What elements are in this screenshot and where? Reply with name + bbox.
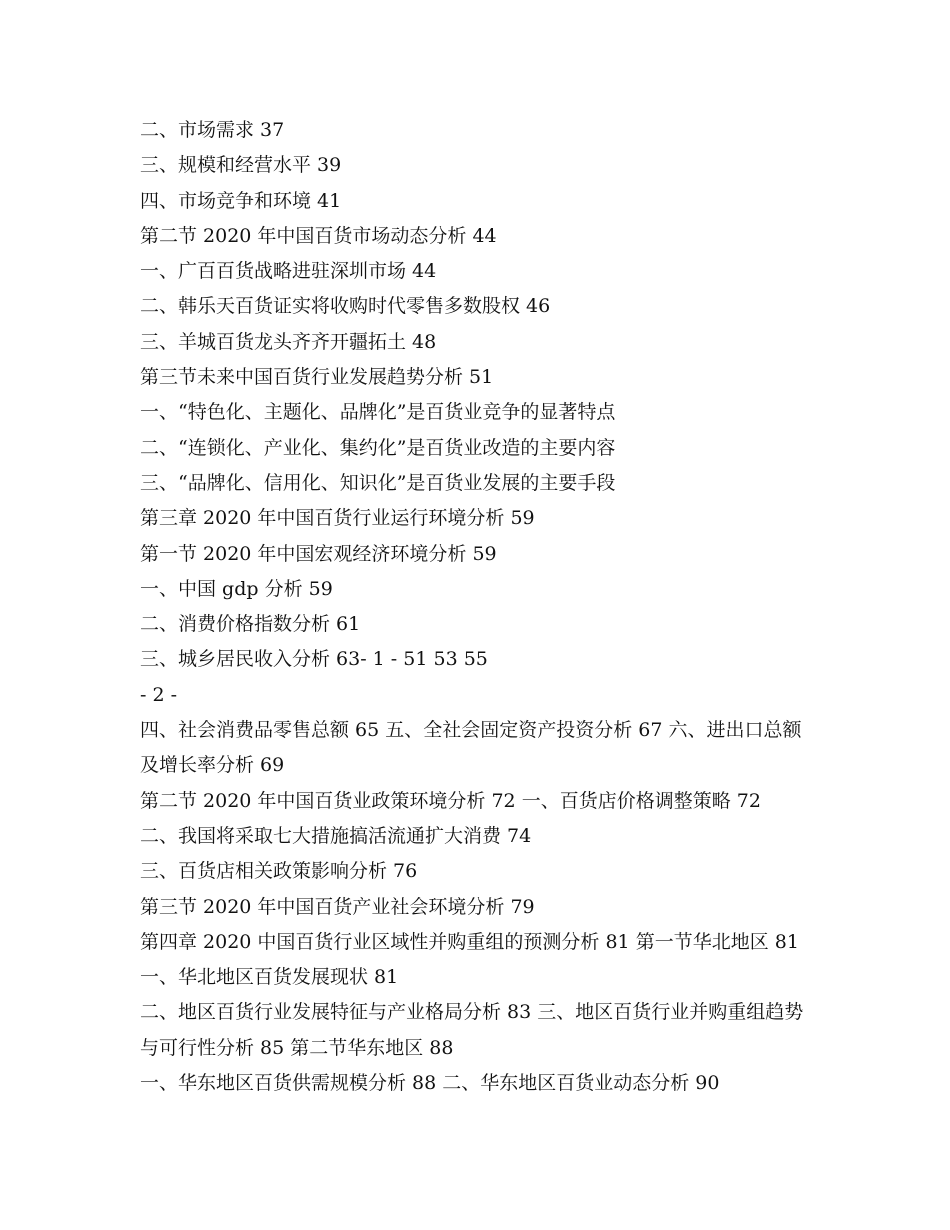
toc-chapter-heading: 第四章 2020 中国百货行业区域性并购重组的预测分析 81 第一节华北地区 81 一、华北地区百货发展现状 81 [140,930,799,989]
toc-line: 三、“品牌化、信用化、知识化”是百货业发展的主要手段 [140,471,616,494]
toc-section-heading: 第一节 2020 年中国宏观经济环境分析 59 [140,542,497,565]
toc-line: 二、地区百货行业发展特征与产业格局分析 83 三、地区百货行业并购重组趋势与可行性分析 85 第二节华东地区 88 [140,1001,804,1059]
toc-line: 四、市场竞争和环境 41 [140,189,342,212]
toc-section-heading: 第二节 2020 年中国百货业政策环境分析 72 一、百货店价格调整策略 72 [140,789,761,812]
toc-chapter-heading: 第三章 2020 年中国百货行业运行环境分析 59 [140,507,535,530]
toc-section-heading: 第三节 2020 年中国百货产业社会环境分析 79 [140,895,535,918]
toc-line: 二、“连锁化、产业化、集约化”是百货业改造的主要内容 [140,436,616,459]
toc-line: 四、社会消费品零售总额 65 五、全社会固定资产投资分析 67 六、进出口总额及增长率分析 69 [140,719,802,777]
document-page [140,113,820,1101]
toc-line: 一、“特色化、主题化、品牌化”是百货业竞争的显著特点 [140,401,616,424]
toc-line: 一、广百百货战略进驻深圳市场 44 [140,260,437,283]
toc-line: 二、市场需求 37 [140,119,285,141]
toc-line: 一、中国 gdp 分析 59 [140,577,333,600]
toc-line: 三、羊城百货龙头齐齐开疆拓土 48 [140,330,437,353]
toc-line: 一、华东地区百货供需规模分析 88 二、华东地区百货业动态分析 90 [140,1072,720,1095]
toc-line: 二、我国将采取七大措施搞活流通扩大消费 74 [140,824,532,847]
toc-section-heading: 第二节 2020 年中国百货市场动态分析 44 [140,224,497,247]
toc-line: 三、百货店相关政策影响分析 76 [140,860,418,883]
toc-line: 三、城乡居民收入分析 63- 1 - 51 53 55 [140,648,488,671]
toc-line: 三、规模和经营水平 39 [140,154,342,177]
toc-line: 二、韩乐天百货证实将收购时代零售多数股权 46 [140,295,551,318]
toc-section-heading: 第三节未来中国百货行业发展趋势分析 51 [140,366,494,389]
toc-line: 二、消费价格指数分析 61 [140,613,361,636]
page-number: - 2 - [140,683,178,706]
